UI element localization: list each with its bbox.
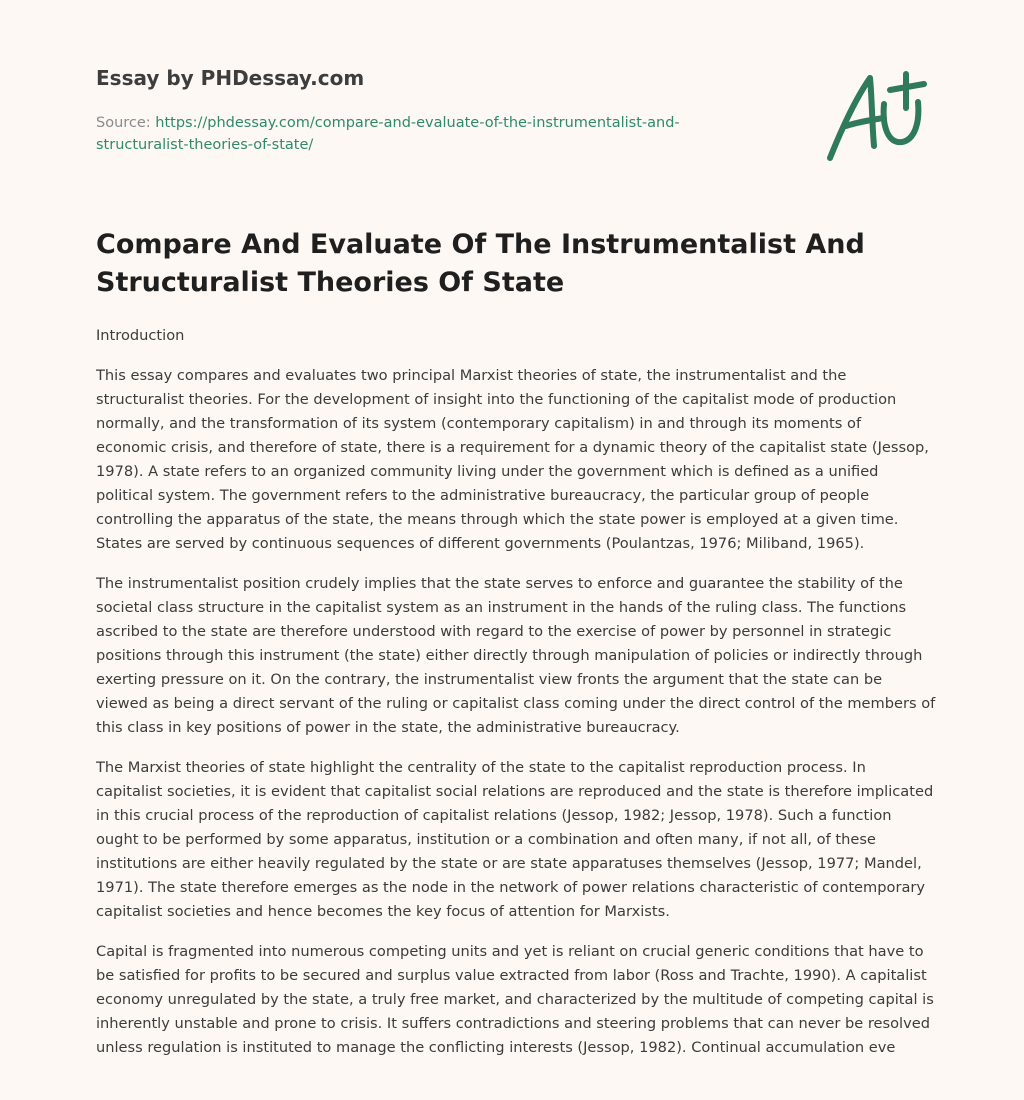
- source-link[interactable]: https://phdessay.com/compare-and-evaluate-of-the-instrumentalist-and-structuralist-theories-of-state/: [96, 115, 680, 153]
- source-line: [96, 112, 736, 156]
- paragraph-3: The Marxist theories of state highlight the centrality of the state to the capitalist reproduction process. In capitalist societies, it is evident that capitalist social relations are reproduced and the state is therefore implicated in this crucial process of the reproduction of capitalist relations (Jessop, 1982; Jessop, 1978). Such a function ought to be performed by some apparatus, institution or a combination and often many, if not all, of these institutions are either heavily regulated by the state or are state apparatuses themselves (Jessop, 1977; Mandel, 1971). The state therefore emerges as the node in the network of power relations characteristic of contemporary capitalist societies and hence becomes the key focus of attention for Marxists.: [96, 759, 934, 920]
- intro-heading: Introduction: [96, 327, 185, 344]
- paragraph-2: The instrumentalist position crudely implies that the state serves to enforce and guarantee the stability of the societal class structure in the capitalist system as an instrument in the hands of the ruling class. The functions ascribed to the state are therefore understood with regard to the exercise of power by personnel in strategic positions through this instrument (the state) either directly through manipulation of policies or indirectly through exerting pressure on it. On the contrary, the instrumentalist view fronts the argument that the state can be viewed as being a direct servant of the ruling or capitalist class coming under the direct control of the members of this class in key positions of power in the state, the administrative bureaucracy.: [96, 575, 936, 736]
- site-brand: Essay by PHDessay.com: [96, 66, 365, 90]
- essay-title: Compare And Evaluate Of The Instrumentalist And Structuralist Theories Of State: [96, 229, 865, 298]
- source-label: Source:: [96, 115, 151, 131]
- essay-body: [96, 324, 936, 1076]
- paragraph-4: Capital is fragmented into numerous competing units and yet is reliant on crucial generic conditions that have to be satisfied for profits to be secured and surplus value extracted from labor (Ross and Trachte, 1990). A capitalist economy unregulated by the state, a truly free market, and characterized by the multitude of competing capital is inherently unstable and prone to crisis. It suffers contradictions and steering problems that can never be resolved unless regulation is instituted to manage the conflicting interests (Jessop, 1982). Continual accumulation eve: [96, 943, 934, 1056]
- paragraph-1: This essay compares and evaluates two principal Marxist theories of state, the instrumentalist and the structuralist theories. For the development of insight into the functioning of the capitalist mode of production normally, and the transformation of its system (contemporary capitalism) in and through its moments of economic crisis, and therefore of state, there is a requirement for a dynamic theory of the capitalist state (Jessop, 1978). A state refers to an organized community living under the government which is defined as a unified political system. The government refers to the administrative bureaucracy, the particular group of people controlling the apparatus of the state, the means through which the state power is employed at a given time. States are served by continuous sequences of different governments (Poulantzas, 1976; Miliband, 1965).: [96, 367, 929, 552]
- grade-a-plus-icon: [824, 68, 928, 164]
